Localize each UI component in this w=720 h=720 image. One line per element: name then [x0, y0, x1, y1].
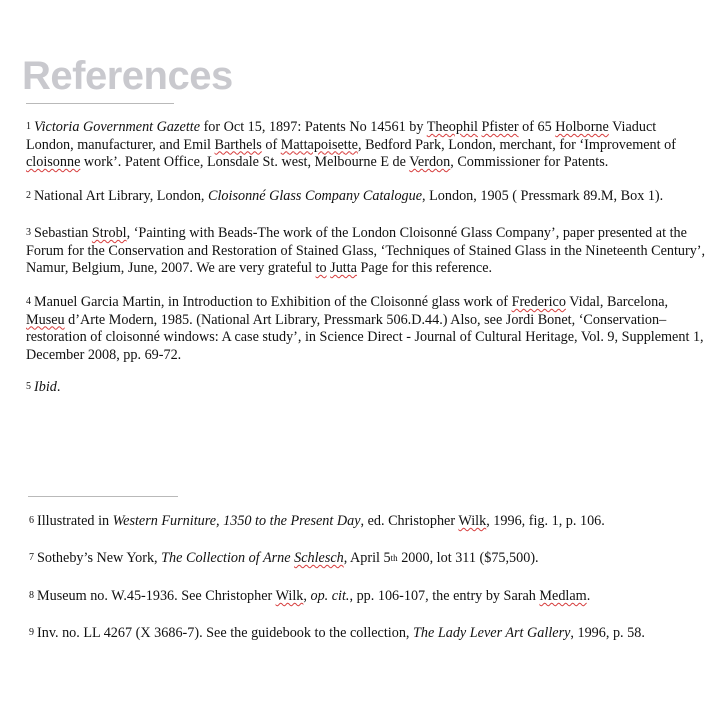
footnote-number: 5 [26, 381, 31, 392]
footnote-number: 8 [29, 590, 34, 601]
spellcheck-flagged-word: Holborne [555, 119, 609, 135]
footnote-4 [26, 294, 706, 364]
spellcheck-flagged-word: Wilk [458, 513, 487, 529]
footnote-2 [26, 188, 706, 206]
spellcheck-flagged-word: Strobl [91, 225, 127, 241]
references-heading: References [22, 54, 233, 98]
spellcheck-flagged-word: Mattapoisette [280, 136, 358, 153]
spellcheck-flagged-word: Museu [26, 311, 65, 328]
footnote-text: Cloisonné Glass Company Catalogue [208, 188, 423, 204]
footnote-5 [26, 379, 706, 397]
footnote-text: Vidal, Barcelona, [565, 294, 669, 310]
footnote-number: 4 [26, 296, 31, 307]
footnote-number: 6 [29, 515, 34, 526]
footnote-text: , pp. 106-107, the entry by Sarah [349, 588, 540, 604]
footnote-text: . [586, 588, 591, 604]
footnote-text: , 1996, fig. 1, p. 106. [486, 513, 605, 529]
footnote-7 [29, 550, 709, 568]
footnote-text: , ed. Christopher [360, 513, 459, 529]
footnote-text: d’Arte Modern, 1985. (National Art Library, Pressmark 506.D.44.) Also, see Jordi Bonet, ‘Conservation–restoration of cloisonné windows: A case study’, in Science Direct - Journal of Cultural Heritage, Vol. 9, Supplement 1, December 2008, pp. 69-72. [26, 311, 704, 363]
footnote-text: Victoria Government Gazette [34, 119, 201, 135]
footnote-divider [28, 496, 178, 497]
footnote-text: 2000, lot 311 ($75,500). [397, 550, 539, 566]
footnote-6 [29, 513, 709, 531]
footnote-text: , Commissioner for Patents. [450, 154, 609, 170]
footnote-text: , April 5 [343, 550, 391, 566]
heading-divider [26, 103, 174, 104]
footnote-number: 2 [26, 190, 31, 201]
spellcheck-flagged-word: Schlesch [294, 550, 344, 566]
footnote-number: 3 [26, 227, 31, 238]
footnote-text: , [303, 588, 311, 604]
footnote-text: Viaduct London, manufacturer, and Emil [26, 119, 657, 153]
footnote-text: op. cit. [310, 588, 350, 604]
footnote-text: National Art Library, London, [34, 188, 209, 204]
footnote-number: 9 [29, 627, 34, 638]
footnote-text: , ‘Painting with Beads-The work of the London Cloisonné Glass Company’, paper presented at the Forum for the Conservation and Restoration of Stained Glass, ‘Techniques of Stained Glass in the Nineteenth Century’, Namur, Belgium, June, 2007. We are very grateful [26, 225, 706, 276]
footnote-text: of 65 [518, 119, 556, 135]
footnote-9 [29, 625, 709, 643]
spellcheck-flagged-word: to [315, 260, 327, 276]
footnote-text: of [261, 136, 281, 153]
footnote-3 [26, 225, 706, 278]
footnote-text: Western Furniture, 1350 to the Present Day [112, 513, 361, 529]
footnote-number: 7 [29, 552, 34, 563]
footnote-text: th [390, 553, 398, 563]
footnote-text: The Lady Lever Art Gallery [413, 625, 571, 641]
spellcheck-flagged-word: cloisonne [26, 154, 81, 170]
spellcheck-flagged-word: Theophil [426, 119, 478, 135]
footnote-text: The Collection of Arne [161, 550, 295, 566]
spellcheck-flagged-word: Frederico [511, 294, 566, 310]
footnote-text: Illustrated in [37, 513, 113, 529]
footnote-text: Ibid [34, 379, 57, 395]
footnote-text: Page for this reference. [356, 260, 493, 276]
spellcheck-flagged-word: Wilk [275, 588, 304, 604]
footnote-text: Manuel Garcia Martin, in Introduction to Exhibition of the Cloisonné glass work of [34, 294, 512, 310]
spellcheck-flagged-word: Pfister [481, 119, 519, 135]
footnote-text: work’. Patent Office, Lonsdale St. west, Melbourne E de [80, 154, 410, 170]
footnote-1 [26, 119, 706, 172]
footnote-text: , Bedford Park, London, merchant, for ‘Improvement of [357, 136, 676, 153]
footnote-text: . [56, 379, 61, 395]
footnote-text: , 1996, p. 58. [570, 625, 645, 641]
footnote-text: Inv. no. LL 4267 (X 3686-7). See the guidebook to the collection, [37, 625, 414, 641]
footnote-text: Sotheby’s New York, [37, 550, 162, 566]
footnote-text: Museum no. W.45-1936. See Christopher [37, 588, 276, 604]
footnote-8 [29, 588, 709, 606]
footnote-text: , London, 1905 ( Pressmark 89.M, Box 1). [422, 188, 664, 204]
spellcheck-flagged-word: Jutta [330, 260, 357, 276]
footnote-text: for Oct 15, 1897: Patents No 14561 by [200, 119, 427, 135]
footnote-number: 1 [26, 121, 31, 132]
spellcheck-flagged-word: Medlam [539, 588, 587, 604]
spellcheck-flagged-word: Barthels [214, 136, 262, 153]
spellcheck-flagged-word: Verdon [409, 154, 451, 170]
footnote-text: Sebastian [34, 225, 92, 241]
